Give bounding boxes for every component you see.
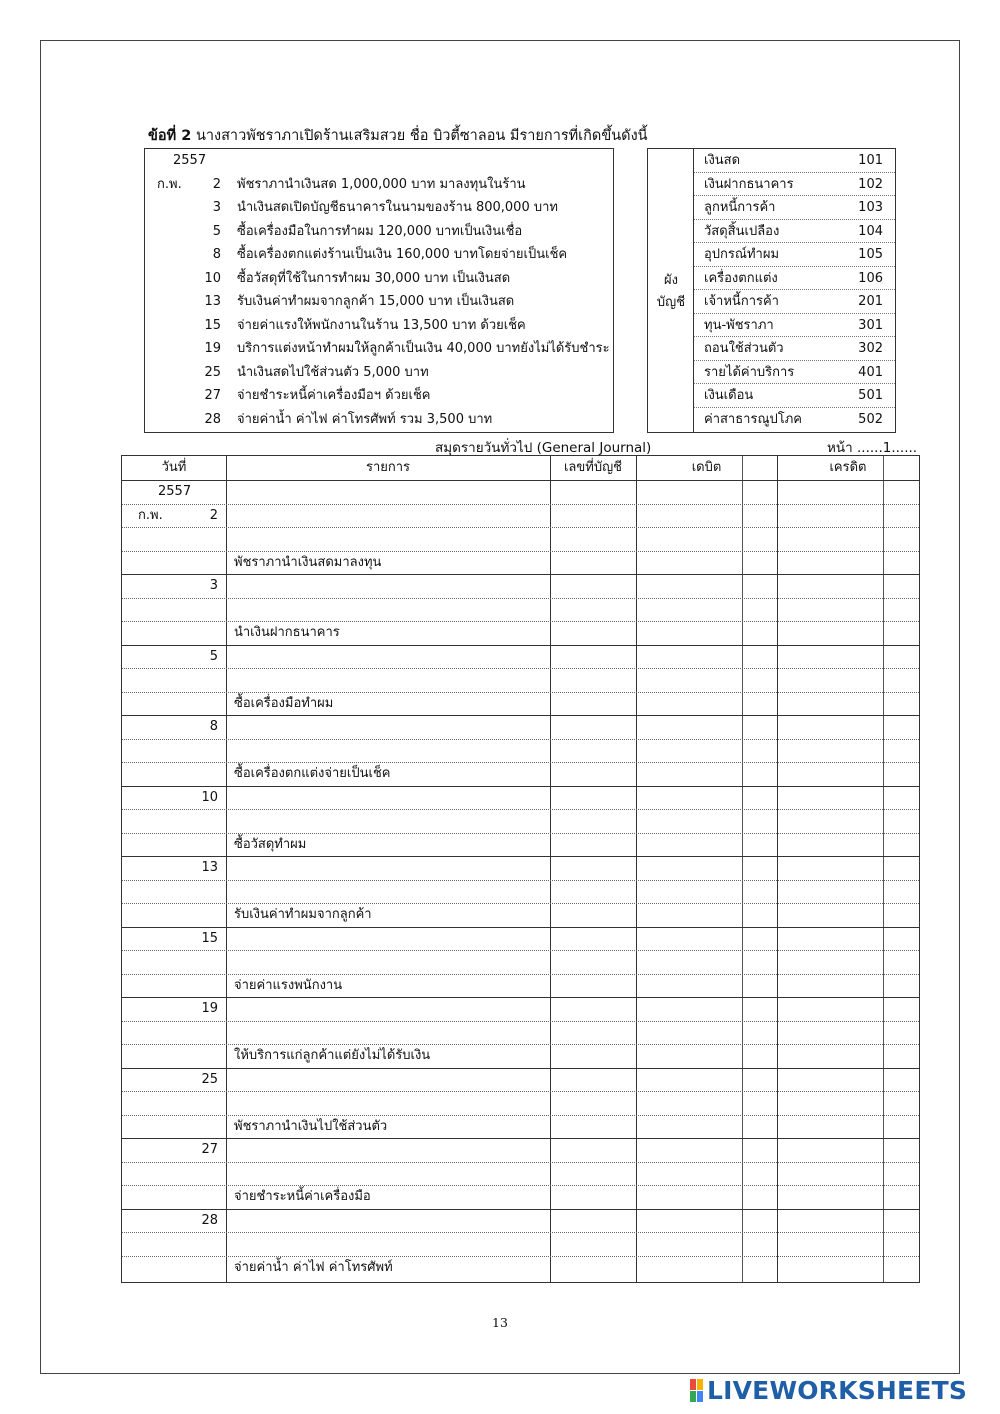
- transaction-item: [145, 337, 613, 361]
- transaction-day: 25: [204, 364, 221, 380]
- transaction-day: 5: [212, 223, 221, 239]
- account-row: [694, 173, 895, 197]
- account-name: เงินสด: [704, 153, 741, 168]
- account-code: 103: [858, 200, 883, 215]
- account-code: 104: [858, 223, 883, 239]
- transaction-text: จ่ายค่าน้ำ ค่าไฟ ค่าโทรศัพท์ รวม 3,500 บาท: [237, 411, 493, 427]
- account-row: [694, 290, 895, 314]
- account-name: ค่าสาธารณูปโภค: [704, 411, 803, 427]
- account-name: เงินเดือน: [704, 388, 754, 403]
- account-row: [694, 220, 895, 244]
- coa-label-line1: ผัง: [664, 273, 678, 288]
- account-name: วัสดุสิ้นเปลือง: [704, 223, 780, 239]
- account-name: อุปกรณ์ทำผม: [704, 247, 780, 262]
- exercise-heading: [148, 124, 648, 147]
- journal-row-line: [122, 856, 919, 857]
- journal-entry-explanation: ซื้อวัสดุทำผม: [234, 836, 307, 852]
- liveworksheets-logo: [690, 1376, 967, 1404]
- journal-entry-day: 13: [201, 860, 218, 875]
- journal-entry-explanation: จ่ายค่าน้ำ ค่าไฟ ค่าโทรศัพท์: [234, 1259, 393, 1275]
- journal-entry-day: 15: [201, 930, 218, 946]
- journal-entry-explanation: รับเงินค่าทำผมจากลูกค้า: [234, 907, 372, 922]
- liveworksheets-wordmark: LIVEWORKSHEETS: [707, 1375, 968, 1405]
- account-name: รายได้ค่าบริการ: [704, 364, 795, 380]
- account-row: [694, 361, 895, 385]
- journal-row-line: [122, 715, 919, 716]
- journal-row-line: [122, 950, 919, 951]
- transaction-day: 10: [204, 270, 221, 286]
- header-divider: [122, 480, 919, 481]
- journal-entry-day: 5: [209, 648, 218, 664]
- col-divider: [226, 456, 227, 1282]
- journal-entry-explanation: จ่ายค่าแรงพนักงาน: [234, 977, 343, 993]
- account-row: [694, 243, 895, 267]
- transaction-year: 2557: [173, 153, 207, 168]
- journal-year: 2557: [158, 484, 192, 499]
- transaction-item: [145, 361, 613, 385]
- journal-row-line: [122, 1162, 919, 1163]
- journal-row-line: [122, 1232, 919, 1233]
- journal-entry-day: 3: [209, 578, 218, 593]
- transaction-item: [145, 173, 613, 197]
- account-code: 101: [858, 153, 883, 168]
- transaction-item: [145, 290, 613, 314]
- chart-of-accounts: [693, 148, 896, 433]
- transaction-day: 27: [204, 388, 221, 403]
- chart-of-accounts-label-box: [647, 148, 694, 433]
- journal-row-line: [122, 786, 919, 787]
- account-name: ถอนใช้ส่วนตัว: [704, 341, 784, 356]
- account-code: 102: [858, 176, 883, 192]
- account-code: 302: [858, 341, 883, 356]
- journal-row-line: [122, 1068, 919, 1069]
- journal-row-line: [122, 645, 919, 646]
- account-row: [694, 384, 895, 408]
- col-divider: [550, 456, 551, 1282]
- transaction-item: [145, 314, 613, 338]
- account-name: เครื่องตกแต่ง: [704, 270, 778, 286]
- journal-entry-day: 25: [201, 1071, 218, 1087]
- transaction-day: 28: [204, 411, 221, 427]
- chart-of-accounts-label: [648, 270, 694, 314]
- account-row: [694, 314, 895, 338]
- journal-page-number: หน้า ......1......: [827, 440, 918, 456]
- transaction-item: [145, 220, 613, 244]
- account-code: 201: [858, 294, 883, 309]
- journal-entry-day: 10: [201, 789, 218, 805]
- account-code: 501: [858, 388, 883, 403]
- transaction-list: [144, 148, 614, 433]
- journal-row-line: [122, 997, 919, 998]
- journal-entry-explanation: ซื้อเครื่องมือทำผม: [234, 695, 334, 711]
- header-ref: เลขที่บัญชี: [563, 460, 623, 475]
- account-code: 301: [858, 317, 883, 333]
- journal-month: ก.พ.: [138, 508, 163, 523]
- journal-entry-explanation: พัชราภานำเงินสดมาลงทุน: [234, 554, 382, 570]
- transaction-item: [145, 384, 613, 408]
- transaction-year-row: [145, 149, 613, 173]
- account-row: [694, 267, 895, 291]
- account-row: [694, 196, 895, 220]
- transaction-text: บริการแต่งหน้าทำผมให้ลูกค้าเป็นเงิน 40,000 บาทยังไม่ได้รับชำระ: [237, 341, 610, 356]
- exercise-text: นางสาวพัชราภาเปิดร้านเสริมสวย ชื่อ บิวตี้ซาลอน มีรายการที่เกิดขึ้นดังนี้: [195, 128, 648, 144]
- journal-entry-day: 2: [209, 507, 218, 523]
- journal-row-line: [122, 527, 919, 528]
- exercise-number: ข้อที่ 2: [148, 128, 192, 144]
- transaction-item: [145, 408, 613, 432]
- transaction-item: [145, 267, 613, 291]
- header-description: รายการ: [365, 460, 411, 475]
- account-code: 105: [858, 247, 883, 262]
- account-row: [694, 408, 895, 432]
- journal-row-line: [122, 574, 919, 575]
- journal-row-line: [122, 598, 919, 599]
- journal-entry-explanation: ซื้อเครื่องตกแต่งจ่ายเป็นเช็ค: [234, 766, 391, 781]
- journal-row-line: [122, 1209, 919, 1210]
- transaction-text: ซื้อวัสดุที่ใช้ในการทำผม 30,000 บาท เป็นเงินสด: [237, 270, 511, 286]
- general-journal-table: [121, 455, 920, 1283]
- journal-entry-explanation: ให้บริการแก่ลูกค้าแต่ยังไม่ได้รับเงิน: [234, 1048, 431, 1063]
- transaction-text: พัชราภานำเงินสด 1,000,000 บาท มาลงทุนในร้าน: [237, 176, 526, 192]
- col-divider: [883, 456, 884, 1282]
- journal-entry-day: 27: [201, 1142, 218, 1157]
- journal-row-line: [122, 880, 919, 881]
- journal-entry-day: 8: [209, 719, 218, 734]
- account-name: เงินฝากธนาคาร: [704, 176, 794, 192]
- journal-entry-explanation: นำเงินฝากธนาคาร: [234, 625, 340, 640]
- account-code: 106: [858, 270, 883, 286]
- journal-row-line: [122, 1091, 919, 1092]
- journal-entry-explanation: พัชราภานำเงินไปใช้ส่วนตัว: [234, 1118, 388, 1134]
- transaction-text: จ่ายค่าแรงให้พนักงานในร้าน 13,500 บาท ด้วยเช็ค: [237, 317, 526, 333]
- account-code: 502: [858, 411, 883, 427]
- transaction-month: ก.พ.: [157, 176, 182, 192]
- journal-row-line: [122, 668, 919, 669]
- transaction-day: 8: [212, 247, 221, 262]
- transaction-text: ซื้อเครื่องมือในการทำผม 120,000 บาทเป็นเงินเชื่อ: [237, 223, 523, 239]
- journal-row-line: [122, 809, 919, 810]
- col-divider: [777, 456, 778, 1282]
- transaction-day: 3: [212, 200, 221, 215]
- col-divider: [636, 456, 637, 1282]
- journal-entry-explanation: จ่ายชำระหนี้ค่าเครื่องมือ: [234, 1189, 371, 1204]
- transaction-text: รับเงินค่าทำผมจากลูกค้า 15,000 บาท เป็นเงินสด: [237, 294, 515, 309]
- journal-row-line: [122, 1021, 919, 1022]
- journal-row-line: [122, 1138, 919, 1139]
- header-credit: เครดิต: [829, 460, 867, 475]
- journal-row-line: [122, 739, 919, 740]
- journal-entry-day: 19: [201, 1001, 218, 1016]
- journal-row-line: [122, 504, 919, 505]
- header-debit: เดบิต: [691, 460, 722, 475]
- journal-row-line: [122, 927, 919, 928]
- transaction-text: นำเงินสดไปใช้ส่วนตัว 5,000 บาท: [237, 364, 429, 380]
- transaction-day: 19: [204, 341, 221, 356]
- col-divider: [742, 456, 743, 1282]
- account-name: ลูกหนี้การค้า: [704, 200, 776, 215]
- transaction-item: [145, 243, 613, 267]
- header-date: วันที่: [161, 460, 187, 475]
- journal-entry-day: 28: [201, 1212, 218, 1228]
- transaction-item: [145, 196, 613, 220]
- account-row: [694, 337, 895, 361]
- transaction-text: จ่ายชำระหนี้ค่าเครื่องมือฯ ด้วยเช็ค: [237, 388, 431, 403]
- transaction-text: นำเงินสดเปิดบัญชีธนาคารในนามของร้าน 800,000 บาท: [237, 200, 558, 215]
- account-row: [694, 149, 895, 173]
- coa-label-line2: บัญชี: [656, 295, 686, 310]
- account-name: เจ้าหนี้การค้า: [704, 294, 779, 309]
- page-number: 13: [492, 1315, 508, 1330]
- liveworksheets-mark-icon: [690, 1378, 704, 1402]
- transaction-day: 13: [204, 294, 221, 309]
- transaction-text: ซื้อเครื่องตกแต่งร้านเป็นเงิน 160,000 บาทโดยจ่ายเป็นเช็ค: [237, 247, 568, 262]
- account-code: 401: [858, 364, 883, 380]
- transaction-day: 2: [212, 176, 221, 192]
- journal-title: สมุดรายวันทั่วไป (General Journal): [435, 440, 652, 456]
- transaction-day: 15: [204, 317, 221, 333]
- account-name: ทุน-พัชราภา: [704, 317, 774, 333]
